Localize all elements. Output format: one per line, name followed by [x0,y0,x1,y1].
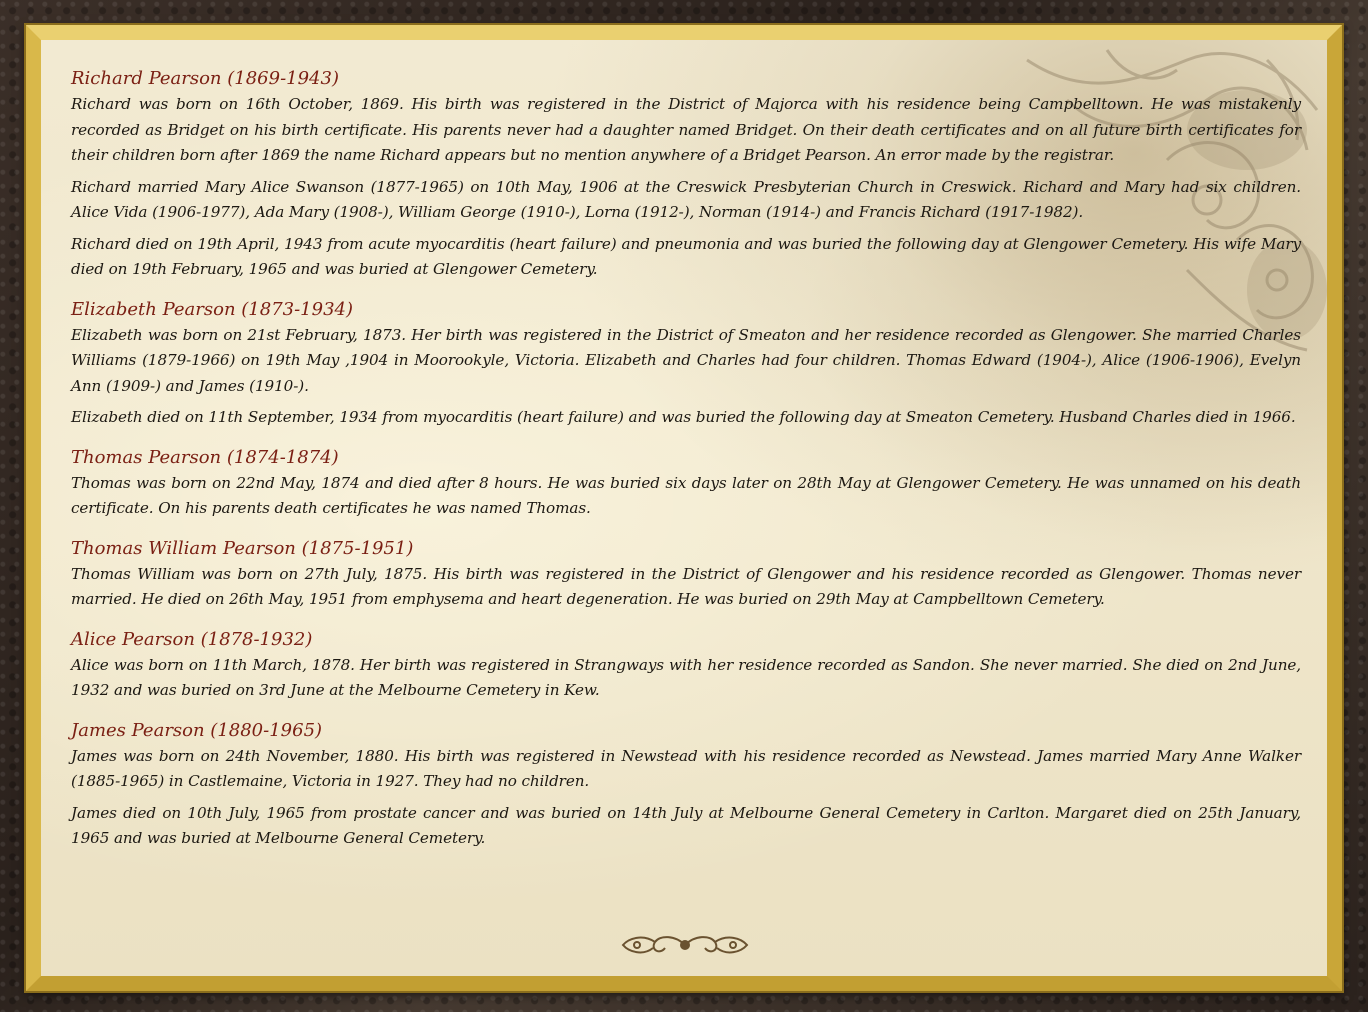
entry-paragraph: Thomas William was born on 27th July, 1875. His birth was registered in the District of Glengower and his residence recorded as Glengower. Thomas never married. He died on 26th May, 1951 from emphysema and heart degeneration. He was buried on 29th May at Campbelltown Cemetery. [71,564,1301,608]
entry-heading: Thomas Pearson (1874-1874) [71,446,339,468]
entry-heading: Alice Pearson (1878-1932) [71,628,313,650]
entry-heading: Thomas William Pearson (1875-1951) [71,537,414,559]
scroll-ornament-icon [615,930,755,960]
entry-alice [71,627,1301,704]
entry-paragraph: Richard died on 19th April, 1943 from acute myocarditis (heart failure) and pneumonia and was buried the following day at Glengower Cemetery. His wife Mary died on 19th February, 1965 and was buried at Glengower Cemetery. [71,234,1301,278]
entry-heading: Richard Pearson (1869-1943) [71,68,339,89]
entry-paragraph: Elizabeth died on 11th September, 1934 from myocarditis (heart failure) and was buried the following day at Smeaton Cemetery. Husband Charles died in 1966. [71,408,1296,426]
page-frame [26,25,1342,991]
entry-heading: James Pearson (1880-1965) [71,719,323,741]
entry-heading: Elizabeth Pearson (1873-1934) [71,298,354,320]
entry-richard [71,66,1301,283]
entry-paragraph: James died on 10th July, 1965 from prostate cancer and was buried on 14th July at Melbourne General Cemetery in Carlton. Margaret died on 25th January, 1965 and was buried at Melbourne General Cemetery. [71,803,1301,847]
entry-paragraph: James was born on 24th November, 1880. His birth was registered in Newstead with his residence recorded as Newstead. James married Mary Anne Walker (1885-1965) in Castlemaine, Victoria in 1927. They had no children. [71,746,1301,790]
entry-thomas-william [71,536,1301,613]
entry-paragraph: Richard married Mary Alice Swanson (1877-1965) on 10th May, 1906 at the Creswick Presbyterian Church in Creswick. Richard and Mary had six children. Alice Vida (1906-1977), Ada Mary (1908-), William George (1910-), Lorna (1912-), Norman (1914-) and Francis Richard (1917-1982). [71,177,1301,221]
entry-elizabeth [71,297,1301,431]
entry-paragraph: Alice was born on 11th March, 1878. Her birth was registered in Strangways with her residence recorded as Sandon. She never married. She died on 2nd June, 1932 and was buried on 3rd June at the Melbourne Cemetery in Kew. [71,655,1301,699]
genealogy-content [71,66,1301,866]
entry-thomas [71,445,1301,522]
entry-james [71,718,1301,852]
entry-paragraph: Thomas was born on 22nd May, 1874 and died after 8 hours. He was buried six days later on 28th May at Glengower Cemetery. He was unnamed on his death certificate. On his parents death certificates he was named Thomas. [71,473,1301,517]
entry-paragraph: Elizabeth was born on 21st February, 1873. Her birth was registered in the District of Smeaton and her residence recorded as Glengower. She married Charles Williams (1879-1966) on 19th May ,1904 in Moorookyle, Victoria. Elizabeth and Charles had four children. Thomas Edward (1904-), Alice (1906-1906), Evelyn Ann (1909-) and James (1910-). [71,325,1301,395]
entry-paragraph: Richard was born on 16th October, 1869. His birth was registered in the District of Majorca with his residence being Campbelltown. He was mistakenly recorded as Bridget on his birth certificate. His parents never had a daughter named Bridget. On their death certificates and on all future birth certificates for their children born after 1869 the name Richard appears but no mention anywhere of a Bridget Pearson. An error made by the registrar. [71,95,1301,164]
